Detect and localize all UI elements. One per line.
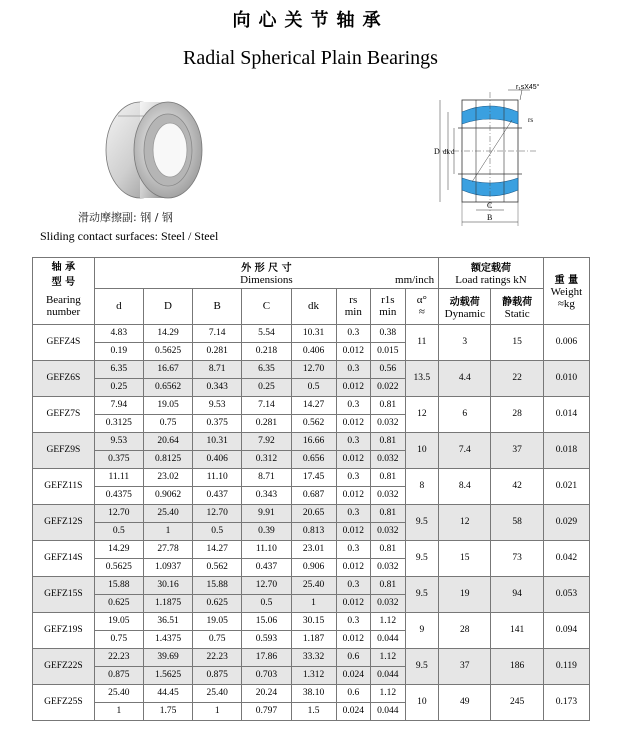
- value-inch: 0.906: [291, 558, 336, 576]
- value-mm: 0.3: [336, 360, 371, 378]
- value-inch: 0.25: [242, 378, 291, 396]
- value-inch: 0.703: [242, 666, 291, 684]
- value-static: 94: [491, 576, 543, 612]
- chamfer-label: r₁sX45°: [516, 84, 540, 91]
- value-mm: 12.70: [291, 360, 336, 378]
- value-mm: 20.24: [242, 684, 291, 702]
- table-row: [33, 684, 590, 702]
- value-static: 37: [491, 432, 543, 468]
- dim-D: D: [434, 147, 440, 156]
- value-dynamic: 12: [439, 504, 491, 540]
- value-static: 186: [491, 648, 543, 684]
- value-dynamic: 28: [439, 612, 491, 648]
- bearing-model: GEFZ19S: [33, 612, 95, 648]
- value-mm: 7.14: [242, 396, 291, 414]
- value-inch: 0.593: [242, 630, 291, 648]
- page-title-en: Radial Spherical Plain Bearings: [183, 47, 438, 69]
- value-inch: 1: [94, 702, 143, 720]
- value-mm: 44.45: [143, 684, 192, 702]
- table-row: [33, 396, 590, 414]
- value-mm: 0.3: [336, 432, 371, 450]
- value-mm: 11.11: [94, 468, 143, 486]
- col-r1s: r1s min: [371, 288, 406, 324]
- value-inch: 0.39: [242, 522, 291, 540]
- value-static: 22: [491, 360, 543, 396]
- col-B: B: [193, 288, 242, 324]
- dim-dk: dk: [443, 148, 450, 156]
- value-mm: 4.83: [94, 324, 143, 342]
- value-inch: 1: [193, 702, 242, 720]
- value-static: 73: [491, 540, 543, 576]
- value-static: 58: [491, 504, 543, 540]
- value-mm: 19.05: [143, 396, 192, 414]
- value-weight: 0.173: [543, 684, 589, 720]
- value-inch: 0.044: [371, 630, 406, 648]
- value-inch: 0.5: [193, 522, 242, 540]
- value-dynamic: 7.4: [439, 432, 491, 468]
- value-weight: 0.119: [543, 648, 589, 684]
- value-mm: 0.6: [336, 648, 371, 666]
- value-inch: 0.032: [371, 594, 406, 612]
- value-mm: 16.67: [143, 360, 192, 378]
- value-mm: 0.3: [336, 396, 371, 414]
- bearing-photo: [98, 96, 206, 204]
- value-weight: 0.029: [543, 504, 589, 540]
- value-inch: 0.032: [371, 558, 406, 576]
- value-mm: 12.70: [242, 576, 291, 594]
- value-inch: 0.012: [336, 450, 371, 468]
- value-mm: 23.02: [143, 468, 192, 486]
- value-inch: 0.024: [336, 702, 371, 720]
- value-weight: 0.021: [543, 468, 589, 504]
- value-alpha: 8: [405, 468, 439, 504]
- value-inch: 0.044: [371, 702, 406, 720]
- value-mm: 15.06: [242, 612, 291, 630]
- value-mm: 1.12: [371, 612, 406, 630]
- value-mm: 14.29: [94, 540, 143, 558]
- value-mm: 30.15: [291, 612, 336, 630]
- value-inch: 0.5: [242, 594, 291, 612]
- value-weight: 0.018: [543, 432, 589, 468]
- value-mm: 22.23: [94, 648, 143, 666]
- value-mm: 25.40: [193, 684, 242, 702]
- value-inch: 0.19: [94, 342, 143, 360]
- value-weight: 0.053: [543, 576, 589, 612]
- dim-C: C: [487, 201, 493, 210]
- value-mm: 27.78: [143, 540, 192, 558]
- value-mm: 15.88: [94, 576, 143, 594]
- value-mm: 11.10: [242, 540, 291, 558]
- value-mm: 14.27: [193, 540, 242, 558]
- value-mm: 6.35: [94, 360, 143, 378]
- value-inch: 0.012: [336, 486, 371, 504]
- value-mm: 15.88: [193, 576, 242, 594]
- value-inch: 0.797: [242, 702, 291, 720]
- value-inch: 0.5: [94, 522, 143, 540]
- value-weight: 0.042: [543, 540, 589, 576]
- value-inch: 0.012: [336, 522, 371, 540]
- value-mm: 16.66: [291, 432, 336, 450]
- value-mm: 11.10: [193, 468, 242, 486]
- value-inch: 0.012: [336, 378, 371, 396]
- value-mm: 17.45: [291, 468, 336, 486]
- value-inch: 1.312: [291, 666, 336, 684]
- value-inch: 1.5625: [143, 666, 192, 684]
- header-weight: 重 量 Weight ≈kg: [543, 258, 589, 325]
- page-title-cn: 向心关节轴承: [232, 10, 389, 31]
- value-mm: 0.81: [371, 432, 406, 450]
- col-C: C: [242, 288, 291, 324]
- value-mm: 0.3: [336, 468, 371, 486]
- header-bearing-en: Bearing number: [33, 288, 95, 324]
- caption-en: Sliding contact surfaces: Steel / Steel: [40, 229, 219, 243]
- value-mm: 0.3: [336, 540, 371, 558]
- bearing-drawing: [412, 82, 562, 232]
- header-load-ratings: 额定载荷 Load ratings kN: [439, 258, 544, 289]
- value-inch: 1.1875: [143, 594, 192, 612]
- value-dynamic: 37: [439, 648, 491, 684]
- value-dynamic: 4.4: [439, 360, 491, 396]
- value-inch: 0.375: [193, 414, 242, 432]
- value-inch: 0.312: [242, 450, 291, 468]
- value-mm: 0.81: [371, 504, 406, 522]
- value-inch: 0.032: [371, 522, 406, 540]
- bearing-model: GEFZ7S: [33, 396, 95, 432]
- value-inch: 0.375: [94, 450, 143, 468]
- value-mm: 25.40: [291, 576, 336, 594]
- value-inch: 0.343: [193, 378, 242, 396]
- value-alpha: 10: [405, 684, 439, 720]
- value-inch: 0.024: [336, 666, 371, 684]
- value-static: 141: [491, 612, 543, 648]
- value-alpha: 11: [405, 324, 439, 360]
- table-row: [33, 324, 590, 342]
- value-mm: 20.64: [143, 432, 192, 450]
- value-static: 245: [491, 684, 543, 720]
- bearing-model: GEFZ6S: [33, 360, 95, 396]
- value-mm: 6.35: [242, 360, 291, 378]
- value-mm: 12.70: [94, 504, 143, 522]
- value-inch: 0.25: [94, 378, 143, 396]
- caption-cn: 滑动摩擦副: 钢 / 钢: [78, 211, 173, 224]
- value-mm: 8.71: [242, 468, 291, 486]
- value-inch: 0.281: [242, 414, 291, 432]
- value-inch: 0.687: [291, 486, 336, 504]
- value-mm: 19.05: [193, 612, 242, 630]
- col-static: 静载荷 Static: [491, 288, 543, 324]
- value-mm: 19.05: [94, 612, 143, 630]
- dim-rs: rs: [528, 116, 534, 124]
- value-mm: 0.6: [336, 684, 371, 702]
- value-alpha: 12: [405, 396, 439, 432]
- value-inch: 1.187: [291, 630, 336, 648]
- value-mm: 10.31: [291, 324, 336, 342]
- value-dynamic: 3: [439, 324, 491, 360]
- value-inch: 0.032: [371, 414, 406, 432]
- bearing-model: GEFZ15S: [33, 576, 95, 612]
- value-dynamic: 19: [439, 576, 491, 612]
- value-mm: 38.10: [291, 684, 336, 702]
- value-mm: 7.94: [94, 396, 143, 414]
- value-mm: 39.69: [143, 648, 192, 666]
- value-alpha: 9.5: [405, 648, 439, 684]
- value-inch: 0.012: [336, 594, 371, 612]
- value-mm: 0.3: [336, 576, 371, 594]
- value-inch: 0.022: [371, 378, 406, 396]
- value-inch: 0.012: [336, 414, 371, 432]
- value-inch: 0.032: [371, 450, 406, 468]
- value-alpha: 9.5: [405, 540, 439, 576]
- bearing-model: GEFZ11S: [33, 468, 95, 504]
- table-row: [33, 432, 590, 450]
- value-inch: 0.218: [242, 342, 291, 360]
- value-mm: 14.27: [291, 396, 336, 414]
- value-mm: 0.3: [336, 324, 371, 342]
- value-inch: 0.5625: [143, 342, 192, 360]
- value-inch: 0.406: [193, 450, 242, 468]
- value-inch: 0.625: [94, 594, 143, 612]
- value-inch: 0.012: [336, 342, 371, 360]
- value-alpha: 13.5: [405, 360, 439, 396]
- value-inch: 0.012: [336, 630, 371, 648]
- col-alpha: α° ≈: [405, 288, 439, 324]
- value-mm: 23.01: [291, 540, 336, 558]
- value-static: 42: [491, 468, 543, 504]
- value-inch: 0.562: [291, 414, 336, 432]
- value-inch: 0.406: [291, 342, 336, 360]
- col-D: D: [143, 288, 192, 324]
- value-inch: 1.75: [143, 702, 192, 720]
- value-mm: 0.81: [371, 396, 406, 414]
- dim-B: B: [487, 213, 493, 222]
- value-mm: 25.40: [94, 684, 143, 702]
- value-dynamic: 49: [439, 684, 491, 720]
- value-static: 15: [491, 324, 543, 360]
- value-inch: 0.4375: [94, 486, 143, 504]
- bearing-model: GEFZ14S: [33, 540, 95, 576]
- value-inch: 0.625: [193, 594, 242, 612]
- bearing-model: GEFZ25S: [33, 684, 95, 720]
- value-mm: 0.38: [371, 324, 406, 342]
- table-row: [33, 540, 590, 558]
- bearing-model: GEFZ22S: [33, 648, 95, 684]
- table-row: [33, 360, 590, 378]
- table-row: [33, 504, 590, 522]
- value-mm: 22.23: [193, 648, 242, 666]
- value-mm: 9.53: [193, 396, 242, 414]
- value-mm: 14.29: [143, 324, 192, 342]
- value-inch: 0.875: [193, 666, 242, 684]
- value-inch: 1.5: [291, 702, 336, 720]
- value-mm: 12.70: [193, 504, 242, 522]
- table-row: [33, 576, 590, 594]
- value-inch: 0.813: [291, 522, 336, 540]
- col-rs: rs min: [336, 288, 371, 324]
- value-inch: 0.281: [193, 342, 242, 360]
- value-mm: 1.12: [371, 648, 406, 666]
- value-mm: 9.53: [94, 432, 143, 450]
- value-inch: 0.562: [193, 558, 242, 576]
- value-inch: 0.012: [336, 558, 371, 576]
- header-dimensions: 外 形 尺 寸 Dimensions mm/inch: [94, 258, 438, 289]
- value-inch: 0.437: [242, 558, 291, 576]
- value-alpha: 9: [405, 612, 439, 648]
- table-row: [33, 468, 590, 486]
- value-mm: 10.31: [193, 432, 242, 450]
- dim-d: d: [451, 148, 455, 156]
- value-alpha: 10: [405, 432, 439, 468]
- table-row: [33, 648, 590, 666]
- col-dk: dk: [291, 288, 336, 324]
- value-inch: 0.75: [94, 630, 143, 648]
- value-inch: 0.5: [291, 378, 336, 396]
- value-mm: 0.81: [371, 468, 406, 486]
- header-bearing-cn: 轴 承 型 号: [33, 258, 95, 289]
- value-inch: 0.044: [371, 666, 406, 684]
- value-mm: 7.14: [193, 324, 242, 342]
- value-mm: 0.3: [336, 504, 371, 522]
- value-weight: 0.014: [543, 396, 589, 432]
- value-inch: 0.6562: [143, 378, 192, 396]
- value-mm: 5.54: [242, 324, 291, 342]
- value-dynamic: 6: [439, 396, 491, 432]
- value-mm: 0.81: [371, 576, 406, 594]
- value-weight: 0.010: [543, 360, 589, 396]
- value-inch: 0.343: [242, 486, 291, 504]
- value-inch: 0.3125: [94, 414, 143, 432]
- value-mm: 36.51: [143, 612, 192, 630]
- value-mm: 1.12: [371, 684, 406, 702]
- value-inch: 0.437: [193, 486, 242, 504]
- value-mm: 17.86: [242, 648, 291, 666]
- table-row: [33, 612, 590, 630]
- value-alpha: 9.5: [405, 576, 439, 612]
- value-weight: 0.006: [543, 324, 589, 360]
- value-mm: 0.56: [371, 360, 406, 378]
- col-dynamic: 动载荷 Dynamic: [439, 288, 491, 324]
- value-inch: 1: [143, 522, 192, 540]
- value-inch: 1.4375: [143, 630, 192, 648]
- value-mm: 25.40: [143, 504, 192, 522]
- value-mm: 20.65: [291, 504, 336, 522]
- value-inch: 0.75: [143, 414, 192, 432]
- bearing-model: GEFZ4S: [33, 324, 95, 360]
- value-inch: 1: [291, 594, 336, 612]
- value-inch: 0.032: [371, 486, 406, 504]
- value-inch: 0.5625: [94, 558, 143, 576]
- value-inch: 0.875: [94, 666, 143, 684]
- value-mm: 0.81: [371, 540, 406, 558]
- value-inch: 1.0937: [143, 558, 192, 576]
- value-dynamic: 8.4: [439, 468, 491, 504]
- value-mm: 30.16: [143, 576, 192, 594]
- bearing-model: GEFZ9S: [33, 432, 95, 468]
- value-static: 28: [491, 396, 543, 432]
- value-mm: 33.32: [291, 648, 336, 666]
- col-d: d: [94, 288, 143, 324]
- value-inch: 0.8125: [143, 450, 192, 468]
- value-inch: 0.015: [371, 342, 406, 360]
- value-mm: 7.92: [242, 432, 291, 450]
- value-mm: 0.3: [336, 612, 371, 630]
- value-mm: 8.71: [193, 360, 242, 378]
- value-weight: 0.094: [543, 612, 589, 648]
- bearing-model: GEFZ12S: [33, 504, 95, 540]
- value-dynamic: 15: [439, 540, 491, 576]
- value-inch: 0.75: [193, 630, 242, 648]
- value-mm: 9.91: [242, 504, 291, 522]
- value-inch: 0.9062: [143, 486, 192, 504]
- spec-table: [32, 257, 590, 721]
- value-inch: 0.656: [291, 450, 336, 468]
- value-alpha: 9.5: [405, 504, 439, 540]
